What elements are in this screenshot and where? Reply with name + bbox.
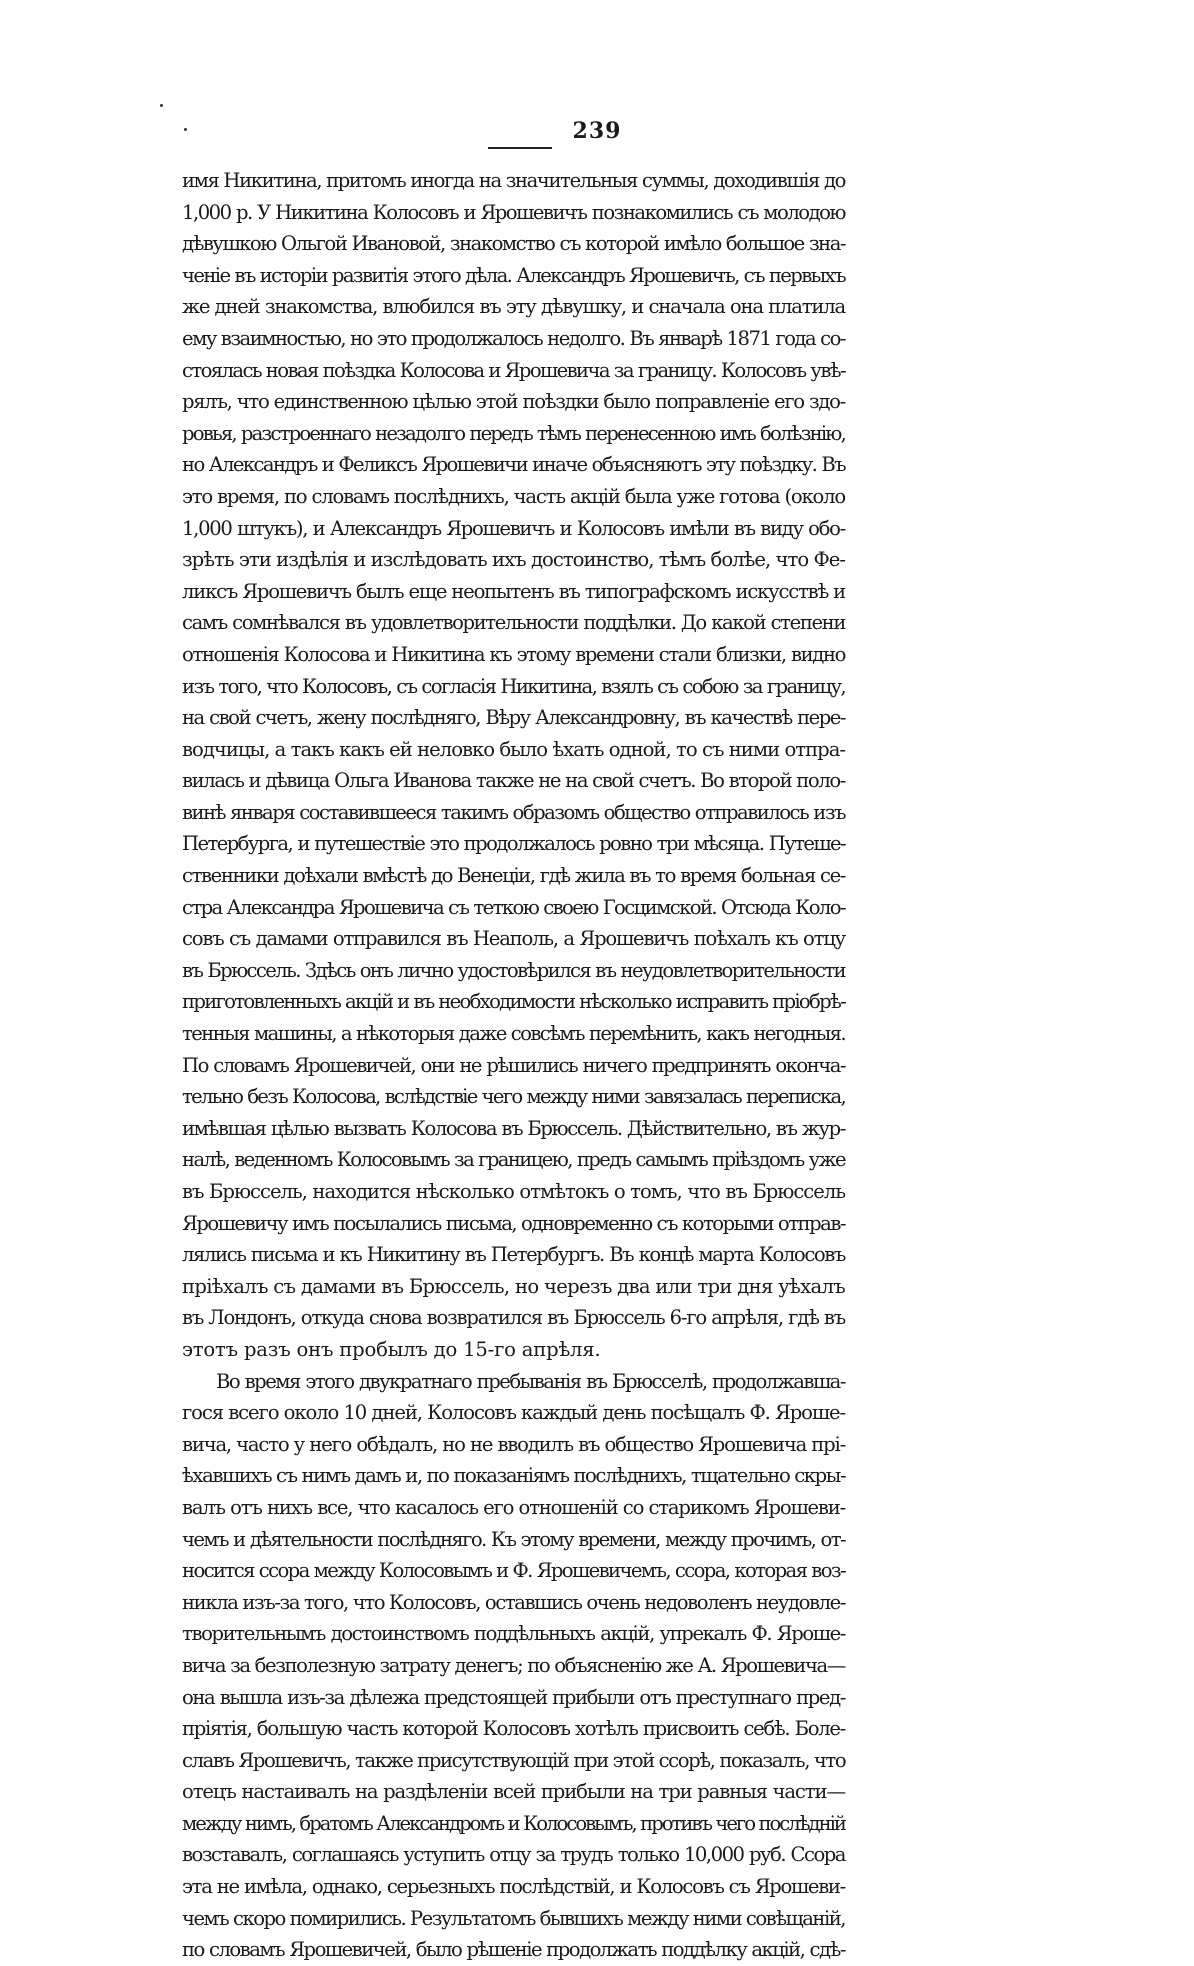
text-line: это время, по словамъ послѣднихъ, часть акцій была уже готова (около	[182, 484, 845, 508]
text-line: на свой счетъ, жену послѣдняго, Вѣру Александровну, въ качествѣ пере-	[182, 706, 845, 730]
text-line: отношенія Колосова и Никитина къ этому времени стали близки, видно	[182, 642, 845, 666]
text-line: гося всего около 10 дней, Колосовъ каждый день посѣщалъ Ф. Яроше-	[182, 1401, 845, 1425]
text-line: имѣвшая цѣлью вызвать Колосова въ Брюссель. Дѣйствительно, въ жур-	[182, 1116, 845, 1140]
text-line: вича за безполезную затрату денегъ; по объясненію же А. Ярошевича—	[182, 1653, 845, 1677]
text-line: налѣ, веденномъ Колосовымъ за границею, предъ самымъ пріѣздомъ уже	[182, 1148, 845, 1172]
text-line: изъ того, что Колосовъ, съ согласія Никитина, взялъ съ собою за границу,	[182, 674, 845, 698]
text-line: приготовленныхъ акцій и въ необходимости нѣсколько исправить пріобрѣ-	[182, 990, 845, 1014]
print-speck	[160, 104, 163, 107]
body-text	[182, 165, 845, 1966]
text-line: ственники доѣхали вмѣстѣ до Венеціи, гдѣ жила въ то время больная се-	[182, 864, 845, 888]
text-line: ликсъ Ярошевичъ былъ еще неопытенъ въ типографскомъ искусствѣ и	[182, 579, 845, 603]
paragraph-1	[182, 165, 845, 1366]
text-line: По словамъ Ярошевичей, они не рѣшились ничего предпринять оконча-	[182, 1053, 845, 1077]
text-line: 1,000 штукъ), и Александръ Ярошевичъ и Колосовъ имѣли въ виду обо-	[182, 516, 845, 540]
text-line: лялись письма и къ Никитину въ Петербургъ. Въ концѣ марта Колосовъ	[182, 1243, 845, 1267]
text-line: тенныя машины, а нѣкоторыя даже совсѣмъ перемѣнить, какъ негодныя.	[182, 1022, 845, 1046]
text-line: винѣ января составившееся такимъ образомъ общество отправилось изъ	[182, 800, 845, 824]
text-line: по словамъ Ярошевичей, было рѣшеніе продолжать поддѣлку акцій, сдѣ-	[182, 1938, 845, 1962]
text-line: этотъ разъ онъ пробылъ до 15-го апрѣля.	[182, 1337, 601, 1361]
text-line: пріятія, большую часть которой Колосовъ хотѣлъ присвоить себѣ. Боле-	[182, 1717, 845, 1741]
page-number: 239	[572, 118, 622, 144]
text-line: въ Брюссель, находится нѣсколько отмѣтокъ о томъ, что въ Брюссель	[182, 1180, 845, 1203]
page-number-rule	[488, 147, 552, 149]
text-line: зрѣть эти издѣлія и изслѣдовать ихъ достоинство, тѣмъ болѣе, что Фе-	[182, 548, 845, 572]
text-line: 1,000 р. У Никитина Колосовъ и Ярошевичъ познакомились съ молодою	[182, 200, 845, 224]
text-line: стра Александра Ярошевича съ теткою своею Госцимской. Отсюда Коло-	[182, 895, 845, 919]
text-line: между нимъ, братомъ Александромъ и Колосовымъ, противъ чего послѣдній	[182, 1811, 845, 1835]
text-line: никла изъ-за того, что Колосовъ, оставшись очень недоволенъ неудовле-	[182, 1590, 846, 1614]
text-line: но Александръ и Феликсъ Ярошевичи иначе объясняютъ эту поѣздку. Въ	[182, 453, 845, 477]
text-line: эта не имѣла, однако, серьезныхъ послѣдствій, и Колосовъ съ Ярошеви-	[182, 1875, 845, 1899]
text-line: славъ Ярошевичъ, также присутствующій при этой ссорѣ, показалъ, что	[182, 1748, 846, 1772]
text-line: же дней знакомства, влюбился въ эту дѣвушку, и сначала она платила	[182, 295, 845, 319]
text-line: Ярошевичу имъ посылались письма, одновременно съ которыми отправ-	[182, 1211, 845, 1235]
text-line: вича, часто у него обѣдалъ, но не вводилъ въ общество Ярошевича прі-	[182, 1432, 845, 1456]
text-line: чемъ и дѣятельности послѣдняго. Къ этому времени, между прочимъ, от-	[182, 1527, 845, 1551]
text-line: Во время этого двукратнаго пребыванія въ Брюсселѣ, продолжавша-	[216, 1369, 845, 1393]
text-line: рялъ, что единственною цѣлью этой поѣздки было поправленіе его здо-	[182, 390, 845, 414]
paragraph-2	[182, 1366, 845, 1966]
text-line: стоялась новая поѣздка Колосова и Ярошевича за границу. Колосовъ увѣ-	[182, 358, 845, 382]
text-line: въ Брюссель. Здѣсь онъ лично удостовѣрился въ неудовлетворительности	[182, 958, 845, 982]
text-line: совъ съ дамами отправился въ Неаполь, а Ярошевичъ поѣхалъ къ отцу	[182, 927, 845, 951]
text-line: дѣвушкою Ольгой Ивановой, знакомство съ которой имѣло большое зна-	[182, 232, 845, 256]
text-line: носится ссора между Колосовымъ и Ф. Ярошевичемъ, ссора, которая воз-	[182, 1559, 845, 1583]
text-line: водчицы, а такъ какъ ей неловко было ѣхать одной, то съ ними отпра-	[182, 737, 845, 761]
text-line: отецъ настаивалъ на раздѣленіи всей прибыли на три равныя части—	[182, 1780, 845, 1804]
text-line: ѣхавшихъ съ нимъ дамъ и, по показаніямъ послѣднихъ, тщательно скры-	[182, 1464, 846, 1488]
text-line: ему взаимностью, но это продолжалось недолго. Въ январѣ 1871 года со-	[182, 326, 845, 350]
text-line: возставалъ, соглашаясь уступить отцу за трудъ только 10,000 руб. Ссора	[182, 1843, 845, 1867]
text-line: валъ отъ нихъ все, что касалось его отношеній со старикомъ Ярошеви-	[182, 1495, 845, 1519]
text-line: самъ сомнѣвался въ удовлетворительности поддѣлки. До какой степени	[182, 611, 845, 635]
text-line: тельно безъ Колосова, вслѣдствіе чего между ними завязалась переписка,	[182, 1085, 845, 1109]
text-line: ровья, разстроеннаго незадолго передъ тѣмъ перенесенною имъ болѣзнію,	[182, 421, 845, 445]
text-line: она вышла изъ-за дѣлежа предстоящей прибыли отъ преступнаго пред-	[182, 1685, 845, 1709]
text-line: творительнымъ достоинствомъ поддѣльныхъ акцій, упрекалъ Ф. Яроше-	[182, 1622, 845, 1646]
text-line: Петербурга, и путешествіе это продолжалось ровно три мѣсяца. Путеше-	[182, 832, 845, 856]
text-line: ченіе въ исторіи развитія этого дѣла. Александръ Ярошевичъ, съ первыхъ	[182, 263, 845, 287]
text-line: въ Лондонъ, откуда снова возвратился въ Брюссель 6-го апрѣля, гдѣ въ	[182, 1306, 845, 1330]
text-line: пріѣхалъ съ дамами въ Брюссель, но черезъ два или три дня уѣхалъ	[182, 1274, 845, 1298]
text-line: вилась и дѣвица Ольга Иванова также не на свой счетъ. Во второй поло-	[182, 769, 845, 793]
text-line: имя Никитина, притомъ иногда на значительныя суммы, доходившія до	[182, 169, 845, 192]
print-speck	[184, 128, 187, 131]
text-line: чемъ скоро помирились. Результатомъ бывшихъ между ними совѣщаній,	[182, 1906, 846, 1930]
